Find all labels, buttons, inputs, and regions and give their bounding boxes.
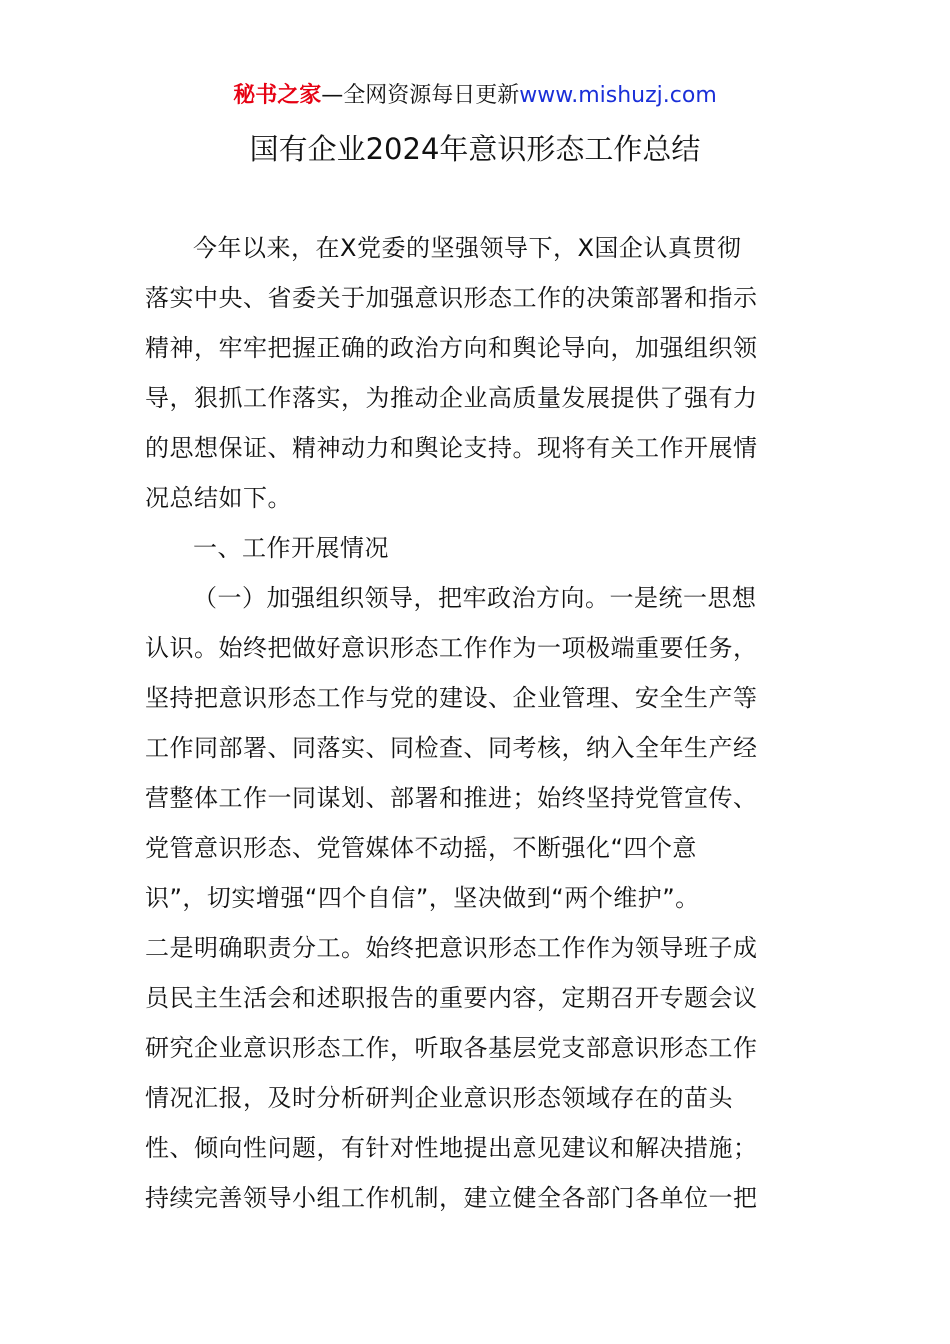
page-title: 国有企业2024年意识形态工作总结 — [249, 132, 701, 166]
paragraph-line: 今年以来，在X党委的坚强领导下，X国企认真贯彻 — [193, 234, 742, 262]
paragraph-line: 况总结如下。 — [145, 484, 292, 512]
paragraph-line: 识”，切实增强“四个自信”，坚决做到“两个维护”。 — [145, 884, 700, 912]
paragraph-line: 员民主生活会和述职报告的重要内容，定期召开专题会议 — [145, 984, 758, 1012]
paragraph-line: 工作同部署、同落实、同检查、同考核，纳入全年生产经 — [145, 734, 758, 762]
paragraph-line: 坚持把意识形态工作与党的建设、企业管理、安全生产等 — [145, 684, 758, 712]
paragraph-line: 的思想保证、精神动力和舆论支持。现将有关工作开展情 — [145, 434, 758, 462]
paragraph-line: 精神，牢牢把握正确的政治方向和舆论导向，加强组织领 — [145, 334, 758, 362]
site-url[interactable]: www.mishuzj.com — [519, 83, 717, 108]
paragraph-line: 研究企业意识形态工作，听取各基层党支部意识形态工作 — [145, 1034, 758, 1062]
section-heading: 一、工作开展情况 — [193, 534, 389, 562]
brand-name: 秘书之家 — [233, 83, 322, 108]
paragraph-line: 性、倾向性问题，有针对性地提出意见建议和解决措施； — [145, 1134, 758, 1162]
paragraph-line: 情况汇报，及时分析研判企业意识形态领域存在的苗头 — [145, 1084, 733, 1112]
paragraph-line: 党管意识形态、党管媒体不动摇，不断强化“四个意 — [145, 834, 697, 862]
paragraph-line: 落实中央、省委关于加强意识形态工作的决策部署和指示 — [145, 284, 758, 312]
paragraph-line: （一）加强组织领导，把牢政治方向。一是统一思想 — [193, 584, 757, 612]
paragraph-line: 二是明确职责分工。始终把意识形态工作作为领导班子成 — [145, 934, 758, 962]
paragraph-line: 导，狠抓工作落实，为推动企业高质量发展提供了强有力 — [145, 384, 758, 412]
site-header — [0, 80, 950, 112]
header-tagline: —全网资源每日更新 — [321, 83, 520, 108]
paragraph-line: 营整体工作一同谋划、部署和推进；始终坚持党管宣传、 — [145, 784, 758, 812]
paragraph-line: 认识。始终把做好意识形态工作作为一项极端重要任务， — [145, 634, 758, 662]
paragraph-line: 持续完善领导小组工作机制，建立健全各部门各单位一把 — [145, 1184, 758, 1212]
document-body — [145, 223, 809, 1223]
